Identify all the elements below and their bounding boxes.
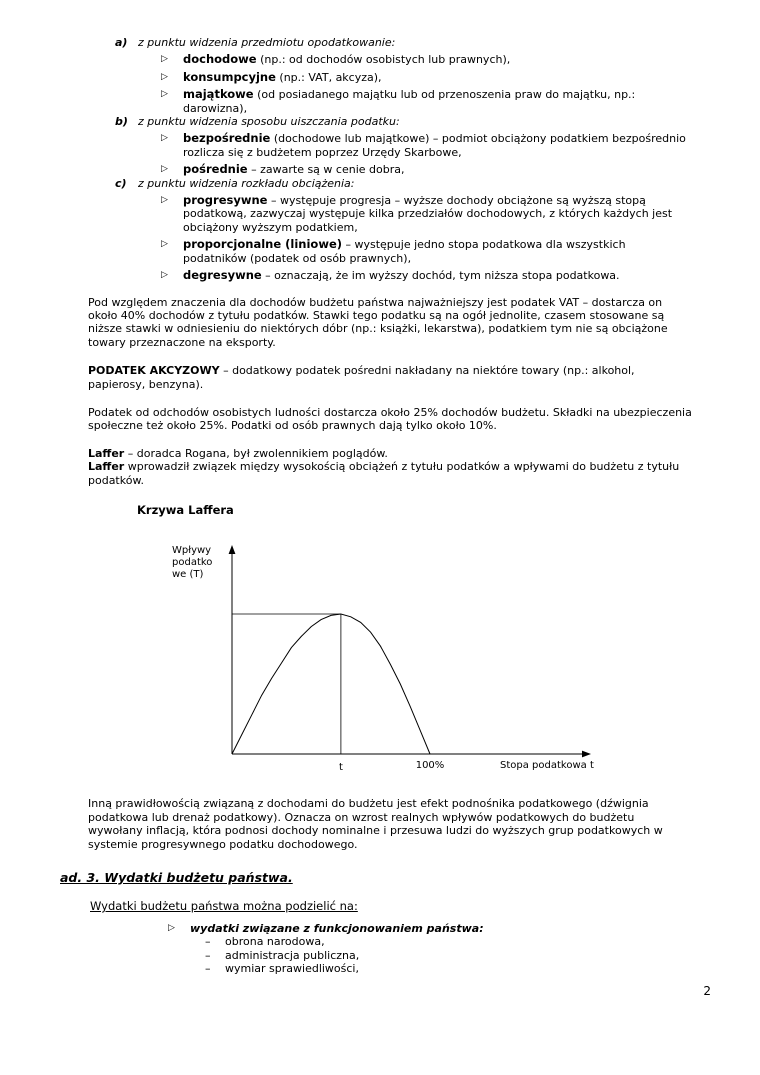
dash-item-label: wymiar sprawiedliwości, <box>225 962 359 976</box>
term: proporcjonalne (liniowe) <box>183 237 342 252</box>
dash-bullet-icon: – <box>205 935 211 949</box>
list-item <box>160 269 692 282</box>
subheading-wydatki: Wydatki budżetu państwa można podzielić na: <box>90 899 358 914</box>
list-item <box>160 71 692 84</box>
paragraph-pit: Podatek od odchodów osobistych ludności dostarcza około 25% dochodów budżetu. Składki na ubezpieczenia społeczne też około 25%. Podatki od osób prawnych dają tylko około 10%. <box>88 405 692 433</box>
section-a <box>88 36 692 115</box>
term-desc: – występuje jedno stopa podatkowa dla wszystkich podatników (podatek od osób prawnych), <box>183 238 626 265</box>
dash-item-label: obrona narodowa, <box>225 935 325 949</box>
laffer-chart-svg <box>170 539 640 789</box>
section-c-heading <box>115 177 692 190</box>
section-b-heading <box>115 115 692 128</box>
section-c-label: c) <box>115 176 127 190</box>
term: progresywne <box>183 193 268 208</box>
list-item <box>160 194 692 234</box>
section-b-intro: z punktu widzenia sposobu uiszczania podatku: <box>138 115 400 129</box>
wydatki-bullet-label: wydatki związane z funkcjonowaniem państwa: <box>190 921 484 935</box>
laffer-desc: wprowadził związek między wysokością obciążeń z tytułu podatków a wpływami do budżetu z tytułu podatków. <box>88 460 680 487</box>
laffer-term: Laffer <box>88 446 125 460</box>
term-desc: (od posiadanego majątku lub od przenoszenia praw do majątku, np.: darowizna), <box>183 88 636 115</box>
paragraph-lever: Inną prawidłowością związaną z dochodami do budżetu jest efekt podnośnika podatkowego (dźwignia podatkowa lub drenaż podatkowy). Oznacza on wzrost realnych wpływów podatkowych do budżetu wywołany inflacją, która podnosi dochody nominalne i przesuwa ludzi do wyższych grup podatkowych w systemie progresywnego podatku dochodowego. <box>88 797 663 851</box>
dash-bullet-icon: – <box>205 948 211 962</box>
page-number: 2 <box>703 984 711 998</box>
y-axis-label-line2: podatko <box>172 557 213 569</box>
term-desc: – występuje progresja – wyższe dochody obciążone są wyższą stopą podatkową, zazwyczaj występuje kilka przedziałów dochodowych, z których każdych jest obciążony wyższym podatkiem, <box>183 194 673 234</box>
term: konsumpcyjne <box>183 69 276 84</box>
term-desc: – zawarte są w cenie dobra, <box>247 163 405 177</box>
bullet-arrow-icon: ▷ <box>161 270 168 281</box>
dash-bullet-icon: – <box>205 962 211 976</box>
y-axis-arrow-icon <box>229 545 236 554</box>
paragraph-akcyza <box>88 364 692 391</box>
term: degresywne <box>183 268 262 283</box>
y-axis-label-line3: we (T) <box>172 569 204 581</box>
term: bezpośrednie <box>183 131 271 146</box>
laffer-term: Laffer <box>88 460 125 474</box>
chart-title: Krzywa Laffera <box>137 502 234 517</box>
dash-list-item <box>205 935 692 948</box>
section-b <box>88 115 692 177</box>
section-c-intro: z punktu widzenia rozkładu obciążenia: <box>138 176 355 190</box>
x-axis-arrow-icon <box>582 751 591 758</box>
laffer-chart <box>170 539 692 791</box>
bullet-arrow-icon: ▷ <box>161 133 168 144</box>
akcyza-term: PODATEK AKCYZOWY <box>88 364 220 378</box>
list-item <box>160 53 692 66</box>
list-item <box>160 238 692 265</box>
wydatki-bullet-item <box>167 922 692 935</box>
section-a-intro: z punktu widzenia przedmiotu opodatkowanie: <box>138 36 396 49</box>
paragraph-vat: Pod względem znaczenia dla dochodów budżetu państwa najważniejszy jest podatek VAT – dostarcza on około 40% dochodów z tytułu podatków. Stawki tego podatku są na ogół jednolite, czasem stosowane są niższe stawki w odniesieniu do niektórych dóbr (np.: książki, lekarstwa), podatkiem tym nie są obciążone towary przeznaczone na eksporty. <box>88 295 668 349</box>
term-desc: – oznaczają, że im wyższy dochód, tym niższa stopa podatkowa. <box>261 269 620 283</box>
dash-list-item <box>205 949 692 962</box>
akcyza-desc: – dodatkowy podatek pośredni nakładany na niektóre towary (np.: alkohol, papierosy, benzyna). <box>88 364 635 391</box>
laffer-curve <box>232 614 430 754</box>
bullet-arrow-icon: ▷ <box>161 195 168 206</box>
bullet-arrow-icon: ▷ <box>161 54 168 65</box>
bullet-arrow-icon: ▷ <box>161 71 168 82</box>
heading-ad3: ad. 3. Wydatki budżetu państwa. <box>60 870 293 885</box>
dash-list-item <box>205 962 692 975</box>
bullet-arrow-icon: ▷ <box>168 922 175 933</box>
term: majątkowe <box>183 87 254 102</box>
paragraph-laffer-2 <box>88 460 692 487</box>
term: pośrednie <box>183 162 248 177</box>
bullet-arrow-icon: ▷ <box>161 239 168 250</box>
term: dochodowe <box>183 52 257 67</box>
list-item <box>160 132 692 159</box>
paragraph-laffer-1 <box>88 447 692 460</box>
section-b-label: b) <box>115 115 128 129</box>
laffer-desc: – doradca Rogana, był zwolennikiem poglądów. <box>124 446 388 460</box>
x-axis-label: Stopa podatkowa t <box>500 760 594 772</box>
section-c <box>88 177 692 283</box>
x-tick-100: 100% <box>415 760 445 772</box>
list-item <box>160 163 692 176</box>
term-desc: (np.: od dochodów osobistych lub prawnych), <box>256 53 511 67</box>
bullet-arrow-icon: ▷ <box>161 164 168 175</box>
term-desc: (dochodowe lub majątkowe) – podmiot obciążony podatkiem bezpośrednio rozlicza się z budżetem poprzez Urzędy Skarbowe, <box>183 132 686 159</box>
y-axis-label-line1: Wpływy <box>172 545 212 557</box>
x-tick-peak: t <box>338 762 343 774</box>
list-item <box>160 88 692 115</box>
section-a-heading <box>115 36 692 49</box>
term-desc: (np.: VAT, akcyza), <box>275 70 382 84</box>
section-a-label: a) <box>115 36 128 49</box>
bullet-arrow-icon: ▷ <box>161 89 168 100</box>
dash-item-label: administracja publiczna, <box>225 948 360 962</box>
